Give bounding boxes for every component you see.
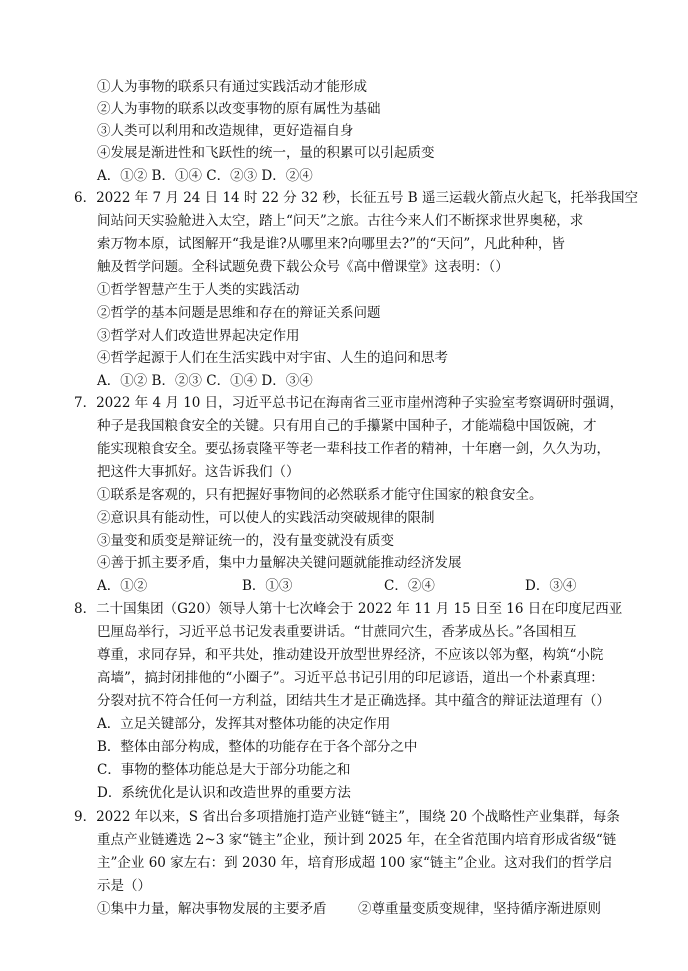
q6-number: 6．	[74, 190, 97, 206]
q8-number: 8．	[74, 601, 97, 617]
q8-stem-line-2: 巴厘岛举行，习近平总书记发表重要讲话。“甘蔗同穴生，香茅成丛长。”各国相互	[97, 624, 577, 640]
q7-option-4: ④善于抓主要矛盾，集中力量解决关键问题就能推动经济发展	[97, 555, 462, 571]
q7-choices	[97, 575, 617, 597]
q6-choices: A．①② B．②③ C．①④ D．③④	[97, 373, 313, 389]
q7-choice-d: D．③④	[525, 578, 577, 594]
q6-option-2: ②哲学的基本问题是思维和存在的辩证关系问题	[97, 305, 381, 321]
q7-option-2: ②意识具有能动性，可以使人的实践活动突破规律的限制	[97, 510, 435, 526]
q8-option-c: C．事物的整体功能总是大于部分功能之和	[97, 762, 351, 778]
q7-stem-line-2: 种子是我国粮食安全的关键。只有用自己的手攥紧中国种子，才能端稳中国饭碗，才	[97, 418, 597, 434]
q9-stem-line-4: 示是（）	[97, 878, 151, 894]
q9-stem-line-3: 主”企业 60 家左右：到 2030 年，培育形成超 100 家“链主”企业。这对我们的哲学启	[97, 855, 613, 871]
q8-option-d: D．系统优化是认识和改造世界的重要方法	[97, 785, 351, 801]
q6-stem-line-4: 触及哲学问题。全科试题免费下载公众号《高中僧课堂》这表明：（）	[97, 259, 509, 275]
q5-option-2: ②人为事物的联系以改变事物的原有属性为基础	[97, 101, 381, 117]
q7-option-1: ①联系是客观的，只有把握好事物间的必然联系才能守住国家的粮食安全。	[97, 487, 543, 503]
q7-stem-line-3: 能实现粮食安全。要弘扬袁隆平等老一辈科技工作者的精神，十年磨一剑，久久为功，	[97, 441, 610, 457]
q6-option-4: ④哲学起源于人们在生活实践中对宇宙、人生的追问和思考	[97, 350, 448, 366]
q8-stem-line-5: 分裂对抗不符合任何一方利益，团结共生才是正确选择。其中蕴含的辩证法道理有（）	[97, 693, 610, 709]
q9-stem-line-2: 重点产业链遴选 2~3 家“链主”企业，预计到 2025 年，在全省范围内培育形成省级“链	[97, 832, 617, 848]
q7-stem-line-4: 把这件大事抓好。这告诉我们（）	[97, 464, 300, 480]
q5-option-4: ④发展是渐进性和飞跃性的统一，量的积累可以引起质变	[97, 145, 435, 161]
q9-stem-line-1: 9．2022 年以来，S 省出台多项措施打造产业链“链主”，围绕 20 个战略性产业集群，每条	[74, 809, 620, 825]
q9-option-1: ①集中力量，解决事物发展的主要矛盾	[97, 901, 327, 917]
q8-option-b: B．整体由部分构成，整体的功能存在于各个部分之中	[97, 739, 418, 755]
q9-option-2: ②尊重量变质变规律，坚持循序渐进原则	[358, 901, 601, 917]
q8-stem-line-3: 尊重，求同存异，和平共处，推动建设开放型世界经济，不应该以邻为壑，构筑“小院	[97, 647, 604, 663]
q7-option-3: ③量变和质变是辩证统一的，没有量变就没有质变	[97, 533, 394, 549]
q6-option-1: ①哲学智慧产生于人类的实践活动	[97, 282, 300, 298]
q5-choices: A．①② B．①④ C．②③ D．②④	[97, 168, 313, 184]
q7-choice-b: B．①③	[242, 578, 293, 594]
q6-stem-line-3: 索万物本原，试图解开“我是谁?从哪里来?向哪里去?”的“天问”，凡此种种，皆	[97, 236, 565, 252]
q7-choice-a: A．①②	[97, 578, 148, 594]
q7-stem-line-1: 7．2022 年 4 月 10 日，习近平总书记在海南省三亚市崖州湾种子实验室考察调研时强调，	[74, 395, 624, 411]
q7-choice-c: C．②④	[384, 578, 435, 594]
q8-stem-line-1: 8．二十国集团（G20）领导人第十七次峰会于 2022 年 11 月 15 日至 16 日在印度尼西亚	[74, 601, 623, 617]
q6-option-3: ③哲学对人们改造世界起决定作用	[97, 328, 300, 344]
q5-option-3: ③人类可以利用和改造规律，更好造福自身	[97, 123, 354, 139]
q5-option-1: ①人为事物的联系只有通过实践活动才能形成	[97, 79, 367, 95]
q7-number: 7．	[74, 395, 97, 411]
q6-stem-line-2: 间站问天实验舱进入太空，踏上“问天”之旅。古往今来人们不断探求世界奥秘，求	[97, 213, 584, 229]
q6-stem-line-1: 6．2022 年 7 月 24 日 14 时 22 分 32 秒，长征五号 B 遥三运载火箭点火起飞，托举我国空	[74, 190, 638, 206]
q8-stem-line-4: 高墙”，搞封闭排他的“小圈子”。习近平总书记引用的印尼谚语，道出一个朴素真理：	[97, 670, 604, 686]
q8-option-a: A．立足关键部分，发挥其对整体功能的决定作用	[97, 716, 391, 732]
q9-number: 9．	[74, 809, 97, 825]
q9-options-row	[97, 898, 617, 920]
